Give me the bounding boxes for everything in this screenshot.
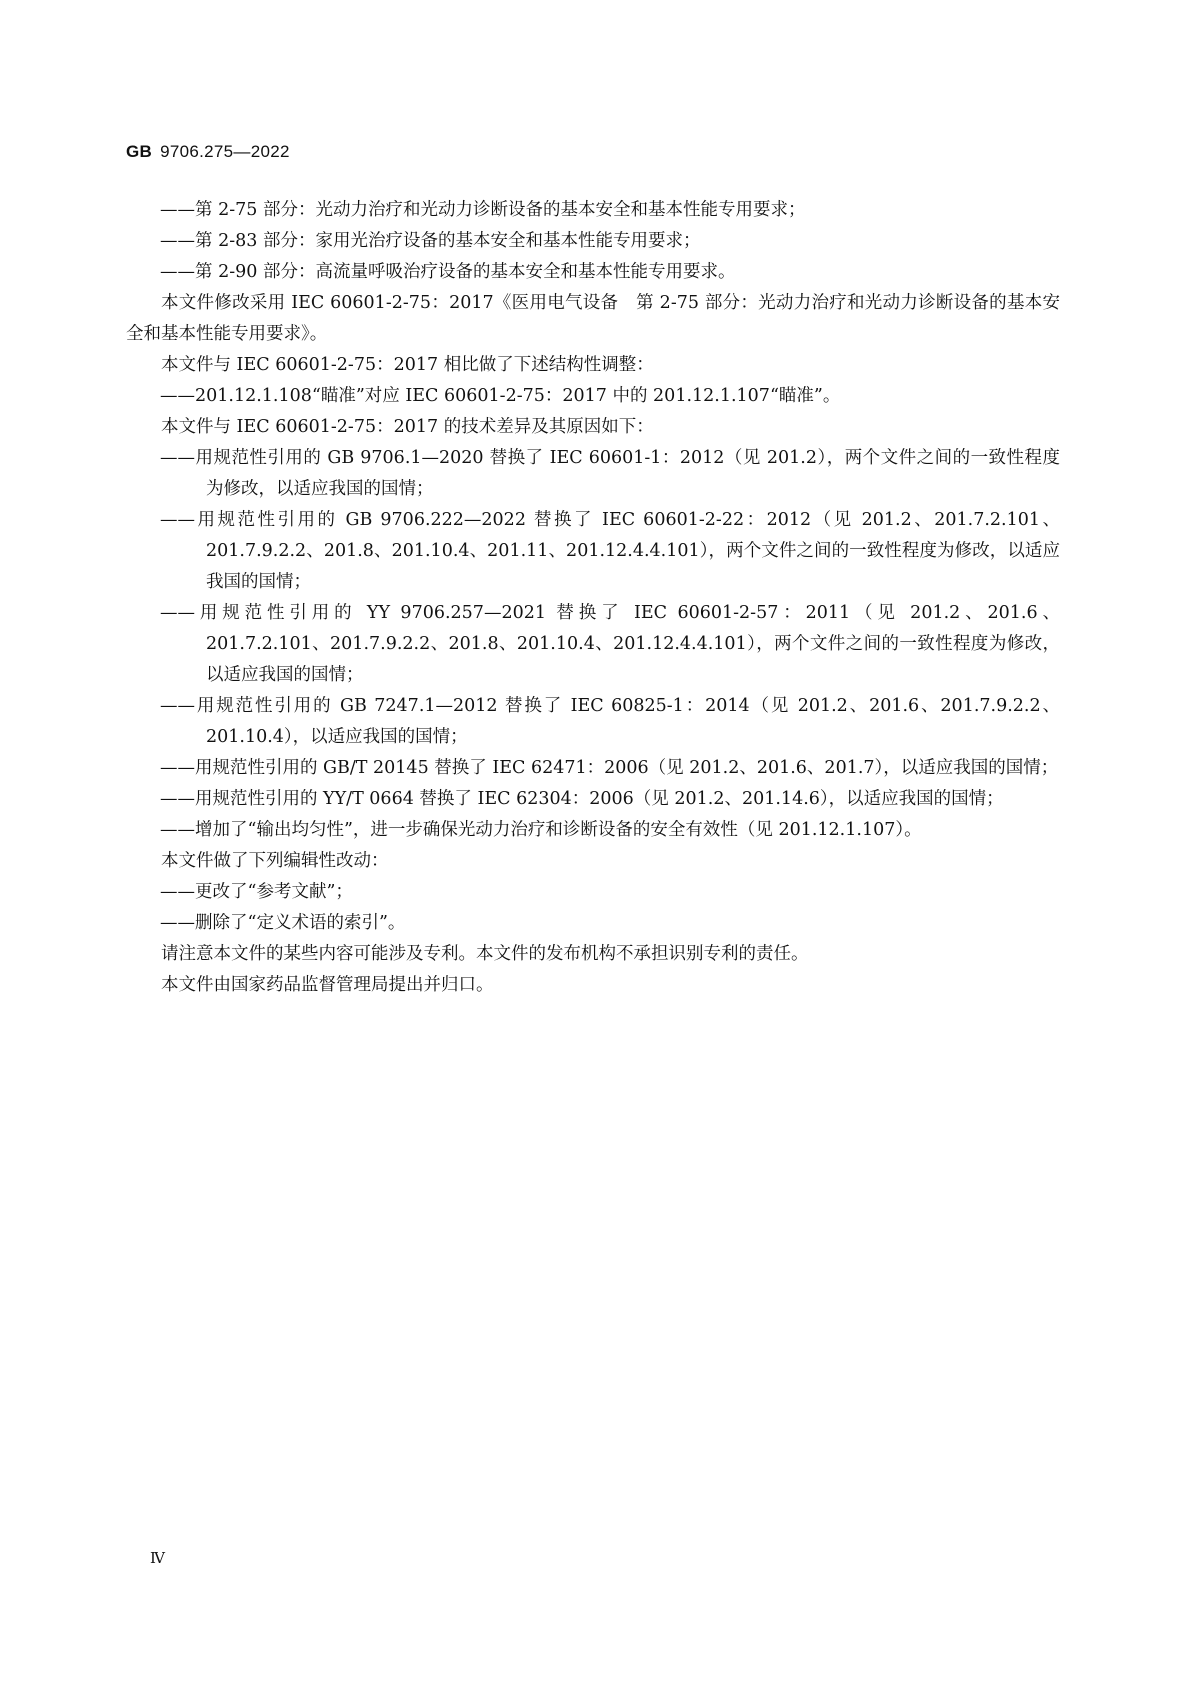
paragraph-adoption: 本文件修改采用 IEC 60601-2-75：2017《医用电气设备 第 2-75 部分：光动力治疗和光动力诊断设备的基本安全和基本性能专用要求》。	[126, 293, 1060, 344]
list-item-difference-yyt0664: ——用规范性引用的 YY/T 0664 替换了 IEC 62304：2006（见 201.2、201.14.6），以适应我国的国情；	[160, 789, 1004, 809]
list-item-difference-gb9706-1: ——用规范性引用的 GB 9706.1—2020 替换了 IEC 60601-1：2012（见 201.2），两个文件之间的一致性程度为修改，以适应我国的国情；	[160, 448, 1060, 499]
list-item-difference-output-uniformity: ——增加了“输出均匀性”，进一步确保光动力治疗和诊断设备的安全有效性（见 201.12.1.107）。	[160, 820, 922, 840]
list-item-part-2-75: ——第 2-75 部分：光动力治疗和光动力诊断设备的基本安全和基本性能专用要求；	[160, 200, 806, 220]
list-item-difference-gb7247-1: ——用规范性引用的 GB 7247.1—2012 替换了 IEC 60825-1：2014（见 201.2、201.6、201.7.9.2.2、201.10.4），以适应我国的国情；	[160, 696, 1060, 747]
list-item-difference-gb9706-222: ——用规范性引用的 GB 9706.222—2022 替换了 IEC 60601-2-22：2012（见 201.2、201.7.2.101、201.7.9.2.2、201.8、201.10.4、201.11、201.12.4.4.101），两个文件之间的一致性程度为修改，以适应我国的国情；	[160, 510, 1060, 592]
list-item-editorial-index: ——删除了“定义术语的索引”。	[160, 913, 406, 933]
list-item-part-2-83: ——第 2-83 部分：家用光治疗设备的基本安全和基本性能专用要求；	[160, 231, 701, 251]
list-item-part-2-90: ——第 2-90 部分：高流量呼吸治疗设备的基本安全和基本性能专用要求。	[160, 262, 736, 282]
page-number: Ⅳ	[150, 1549, 165, 1567]
paragraph-structural-changes: 本文件与 IEC 60601-2-75：2017 相比做了下述结构性调整：	[161, 355, 654, 375]
list-item-difference-gbt20145: ——用规范性引用的 GB/T 20145 替换了 IEC 62471：2006（见 201.2、201.6、201.7），以适应我国的国情；	[160, 758, 1059, 778]
standard-code: GB	[126, 142, 153, 161]
document-body	[126, 195, 1060, 1001]
document-header	[126, 142, 290, 162]
list-item-editorial-references: ——更改了“参考文献”；	[160, 882, 353, 902]
paragraph-editorial-changes: 本文件做了下列编辑性改动：	[161, 851, 389, 871]
paragraph-patent-notice: 请注意本文件的某些内容可能涉及专利。本文件的发布机构不承担识别专利的责任。	[161, 944, 809, 964]
paragraph-technical-differences: 本文件与 IEC 60601-2-75：2017 的技术差异及其原因如下：	[161, 417, 654, 437]
paragraph-proposer: 本文件由国家药品监督管理局提出并归口。	[161, 975, 494, 995]
list-item-structural-change: ——201.12.1.108“瞄准”对应 IEC 60601-2-75：2017 中的 201.12.1.107“瞄准”。	[160, 386, 841, 406]
list-item-difference-yy9706-257: ——用规范性引用的 YY 9706.257—2021 替换了 IEC 60601-2-57：2011（见 201.2、201.6、201.7.2.101、201.7.9.2.2、201.8、201.10.4、201.12.4.4.101），两个文件之间的一致性程度为修改，以适应我国的国情；	[160, 603, 1060, 685]
standard-number: 9706.275—2022	[160, 142, 290, 161]
